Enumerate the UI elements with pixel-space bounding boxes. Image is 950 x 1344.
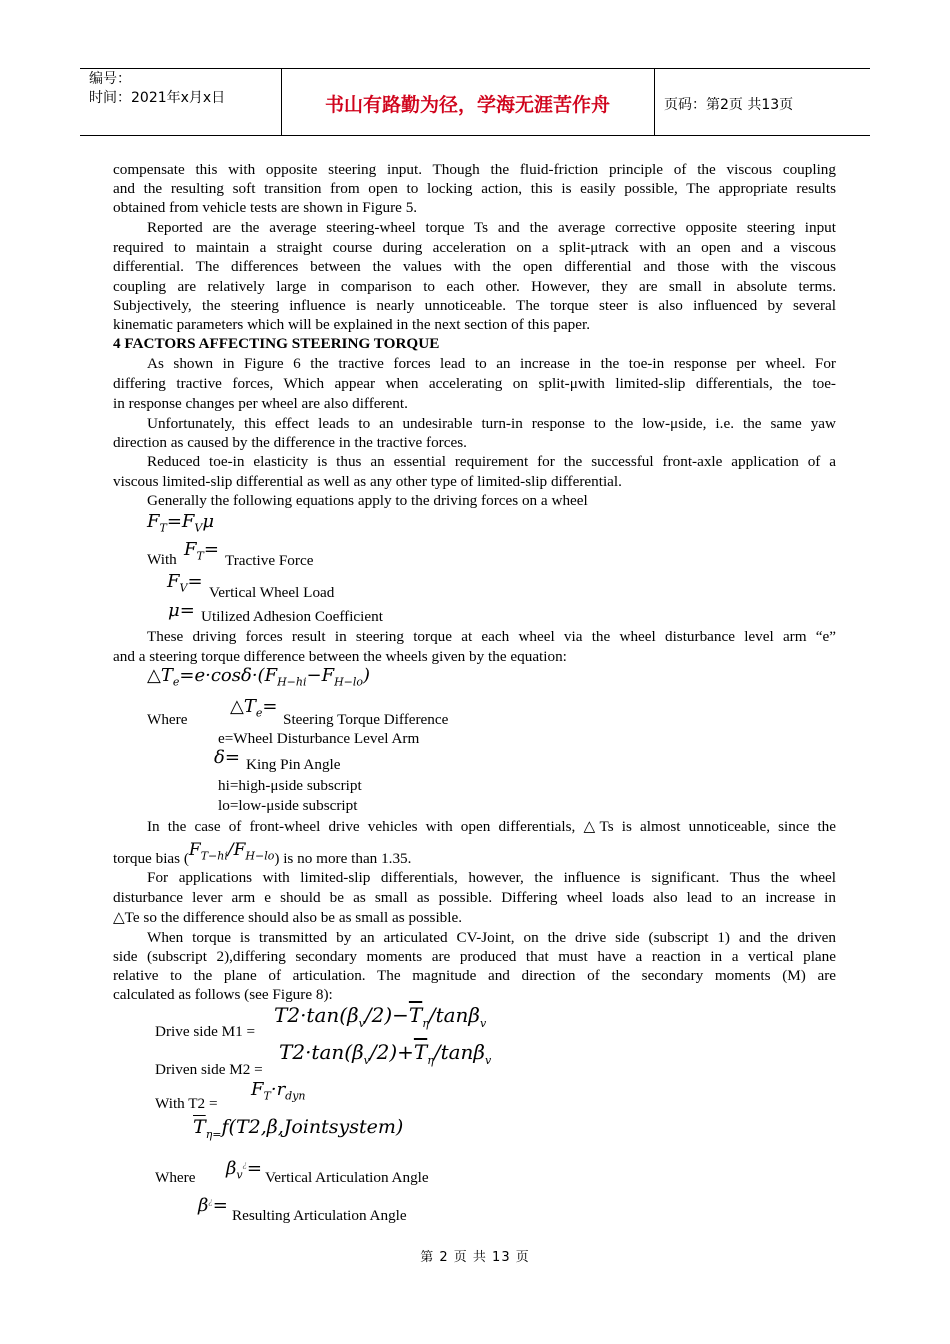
definition-lo: lo=low-μside subscript [218,797,358,814]
text-line: and a steering torque difference between the wheels given by the equation: [113,648,567,665]
symbol-beta-v: $\beta_v^¿=$ [226,1158,263,1182]
definition-te: Steering Torque Difference [283,711,449,728]
symbol-te: $\triangle T_e=$ [230,696,278,720]
symbol-mu: μ= [168,600,195,621]
header-time: 时间：2021年x月x日 [89,90,226,106]
label-with-t2: With T2 = [155,1095,218,1112]
label-where-2: Where [155,1169,196,1186]
text-line: compensate this with opposite steering input. Though the fluid-friction principle of the viscous coupling [113,161,836,178]
text-line: in response changes per wheel are also different. [113,395,408,412]
text-line: These driving forces result in steering torque at each wheel via the wheel disturbance level arm “e” [147,628,836,645]
text-line: Reduced toe-in elasticity is thus an essential requirement for the successful front-axle application of a [147,453,836,470]
text-line: direction as caused by the difference in the tractive forces. [113,434,467,451]
label-with: With [147,551,177,568]
text-line: Unfortunately, this effect leads to an undesirable turn-in response to the low-μside, i.e. the same yaw [147,415,836,432]
text-line: △Te so the difference should also be as small as possible. [113,909,463,926]
header-motto: 书山有路勤为径，学海无涯苦作舟 [324,94,610,116]
torque-bias-label: torque bias ( [113,850,189,867]
header-bottom-rule [80,135,870,136]
text-line: viscous limited-slip differential as well as any other type of limited-slip differential. [113,473,622,490]
definition-mu: Utilized Adhesion Coefficient [201,608,383,625]
text-line: Subjectively, the steering influence is nearly unnoticeable. The torque steer is also influenced by several [113,297,836,314]
text-line: Generally the following equations apply to the driving forces on a wheel [147,492,588,509]
equation-t2: $F_T\cdot r_{dyn}$ [251,1079,306,1103]
text-line: calculated as follows (see Figure 8): [113,986,333,1003]
text-line: For applications with limited-slip differentials, however, the influence is significant. Thus the wheel [147,869,836,886]
definition-beta: Resulting Articulation Angle [232,1207,407,1224]
label-where: Where [147,711,188,728]
page-footer: 第 2 页 共 13 页 [420,1250,530,1265]
text-line: Reported are the average steering-wheel torque Ts and the average corrective opposite steering input [147,219,836,236]
equation-m2: $T2\cdot\tan(\beta_v/2)+\overline{T}_\eta/\tan\beta_v$ [279,1040,492,1067]
text-line: obtained from vehicle tests are shown in Figure 5. [113,199,418,216]
section-heading: 4 FACTORS AFFECTING STEERING TORQUE [113,335,440,352]
text-line: side (subscript 2),differing secondary moments are produced that must have a reaction in a vertical plane [113,948,836,965]
equation-torque-bias: $F_{T-hi}/F_{H-lo}$ [188,840,275,863]
text-line: required to maintain a straight course during acceleration on a split-μtrack with an open and a viscous [113,239,836,256]
symbol-beta: β¿= [198,1195,228,1216]
text-line: disturbance lever arm e should be as small as possible. Differing wheel loads also lead to an increase in [113,889,836,906]
header-number: 编号： [89,71,131,87]
torque-bias-tail: ) is no more than 1.35. [274,850,412,867]
definition-hi: hi=high-μside subscript [218,777,362,794]
text-line: and the resulting soft transition from open to locking action, this is easily possible, The appropriate results [113,180,836,197]
header-page-info: 页码：第2页 共13页 [664,97,794,113]
header-meta [89,70,225,108]
text-line: When torque is transmitted by an articulated CV-Joint, on the drive side (subscript 1) and the driven [147,929,836,946]
text-line: differing tractive forces, Which appear when accelerating on split-μwith limited-slip differentials, the toe- [113,375,836,392]
definition-beta-v: Vertical Articulation Angle [265,1169,429,1186]
text-line: As shown in Figure 6 the tractive forces lead to an increase in the toe-in response per wheel. For [147,355,836,372]
equation-t-eta: $\overline{T}_{\eta=}f(T2,\beta,Jointsystem)$ [193,1116,404,1141]
symbol-ft: $F_T=$ [184,539,219,563]
label-drive-side: Drive side M1 = [155,1023,256,1040]
text-line: differential. The differences between the values with the open differential and those with the viscous [113,258,836,275]
symbol-fv: $F_V=$ [167,571,203,595]
definition-e: e=Wheel Disturbance Level Arm [218,730,420,747]
definition-vertical: Vertical Wheel Load [209,584,335,601]
header-divider-right [654,68,655,135]
text-line: In the case of front-wheel drive vehicles with open differentials, △Ts is almost unnoticeable, since the [147,818,836,835]
text-line: coupling are relatively large in comparison to each other. However, they are small in absolute terms. [113,278,836,295]
equation-driving-force: $F_T=F_V\mu$ [147,511,215,535]
equation-steering-torque: $\triangle T_e=e\cdot\cos\delta\cdot(F_{H-hi}-F_{H-lo})$ [147,665,371,689]
equation-m1: $T2\cdot\tan(\beta_v/2)-\overline{T}_\eta/\tan\beta_v$ [274,1003,487,1030]
text-line: relative to the plane of articulation. The magnitude and direction of the secondary moments (M) are [113,967,836,984]
definition-delta: King Pin Angle [246,756,341,773]
header-top-rule [80,68,870,69]
text-line: kinematic parameters which will be explained in the next section of this paper. [113,316,590,333]
symbol-delta: δ= [214,747,240,768]
label-driven-side: Driven side M2 = [155,1061,263,1078]
definition-tractive: Tractive Force [225,552,314,569]
